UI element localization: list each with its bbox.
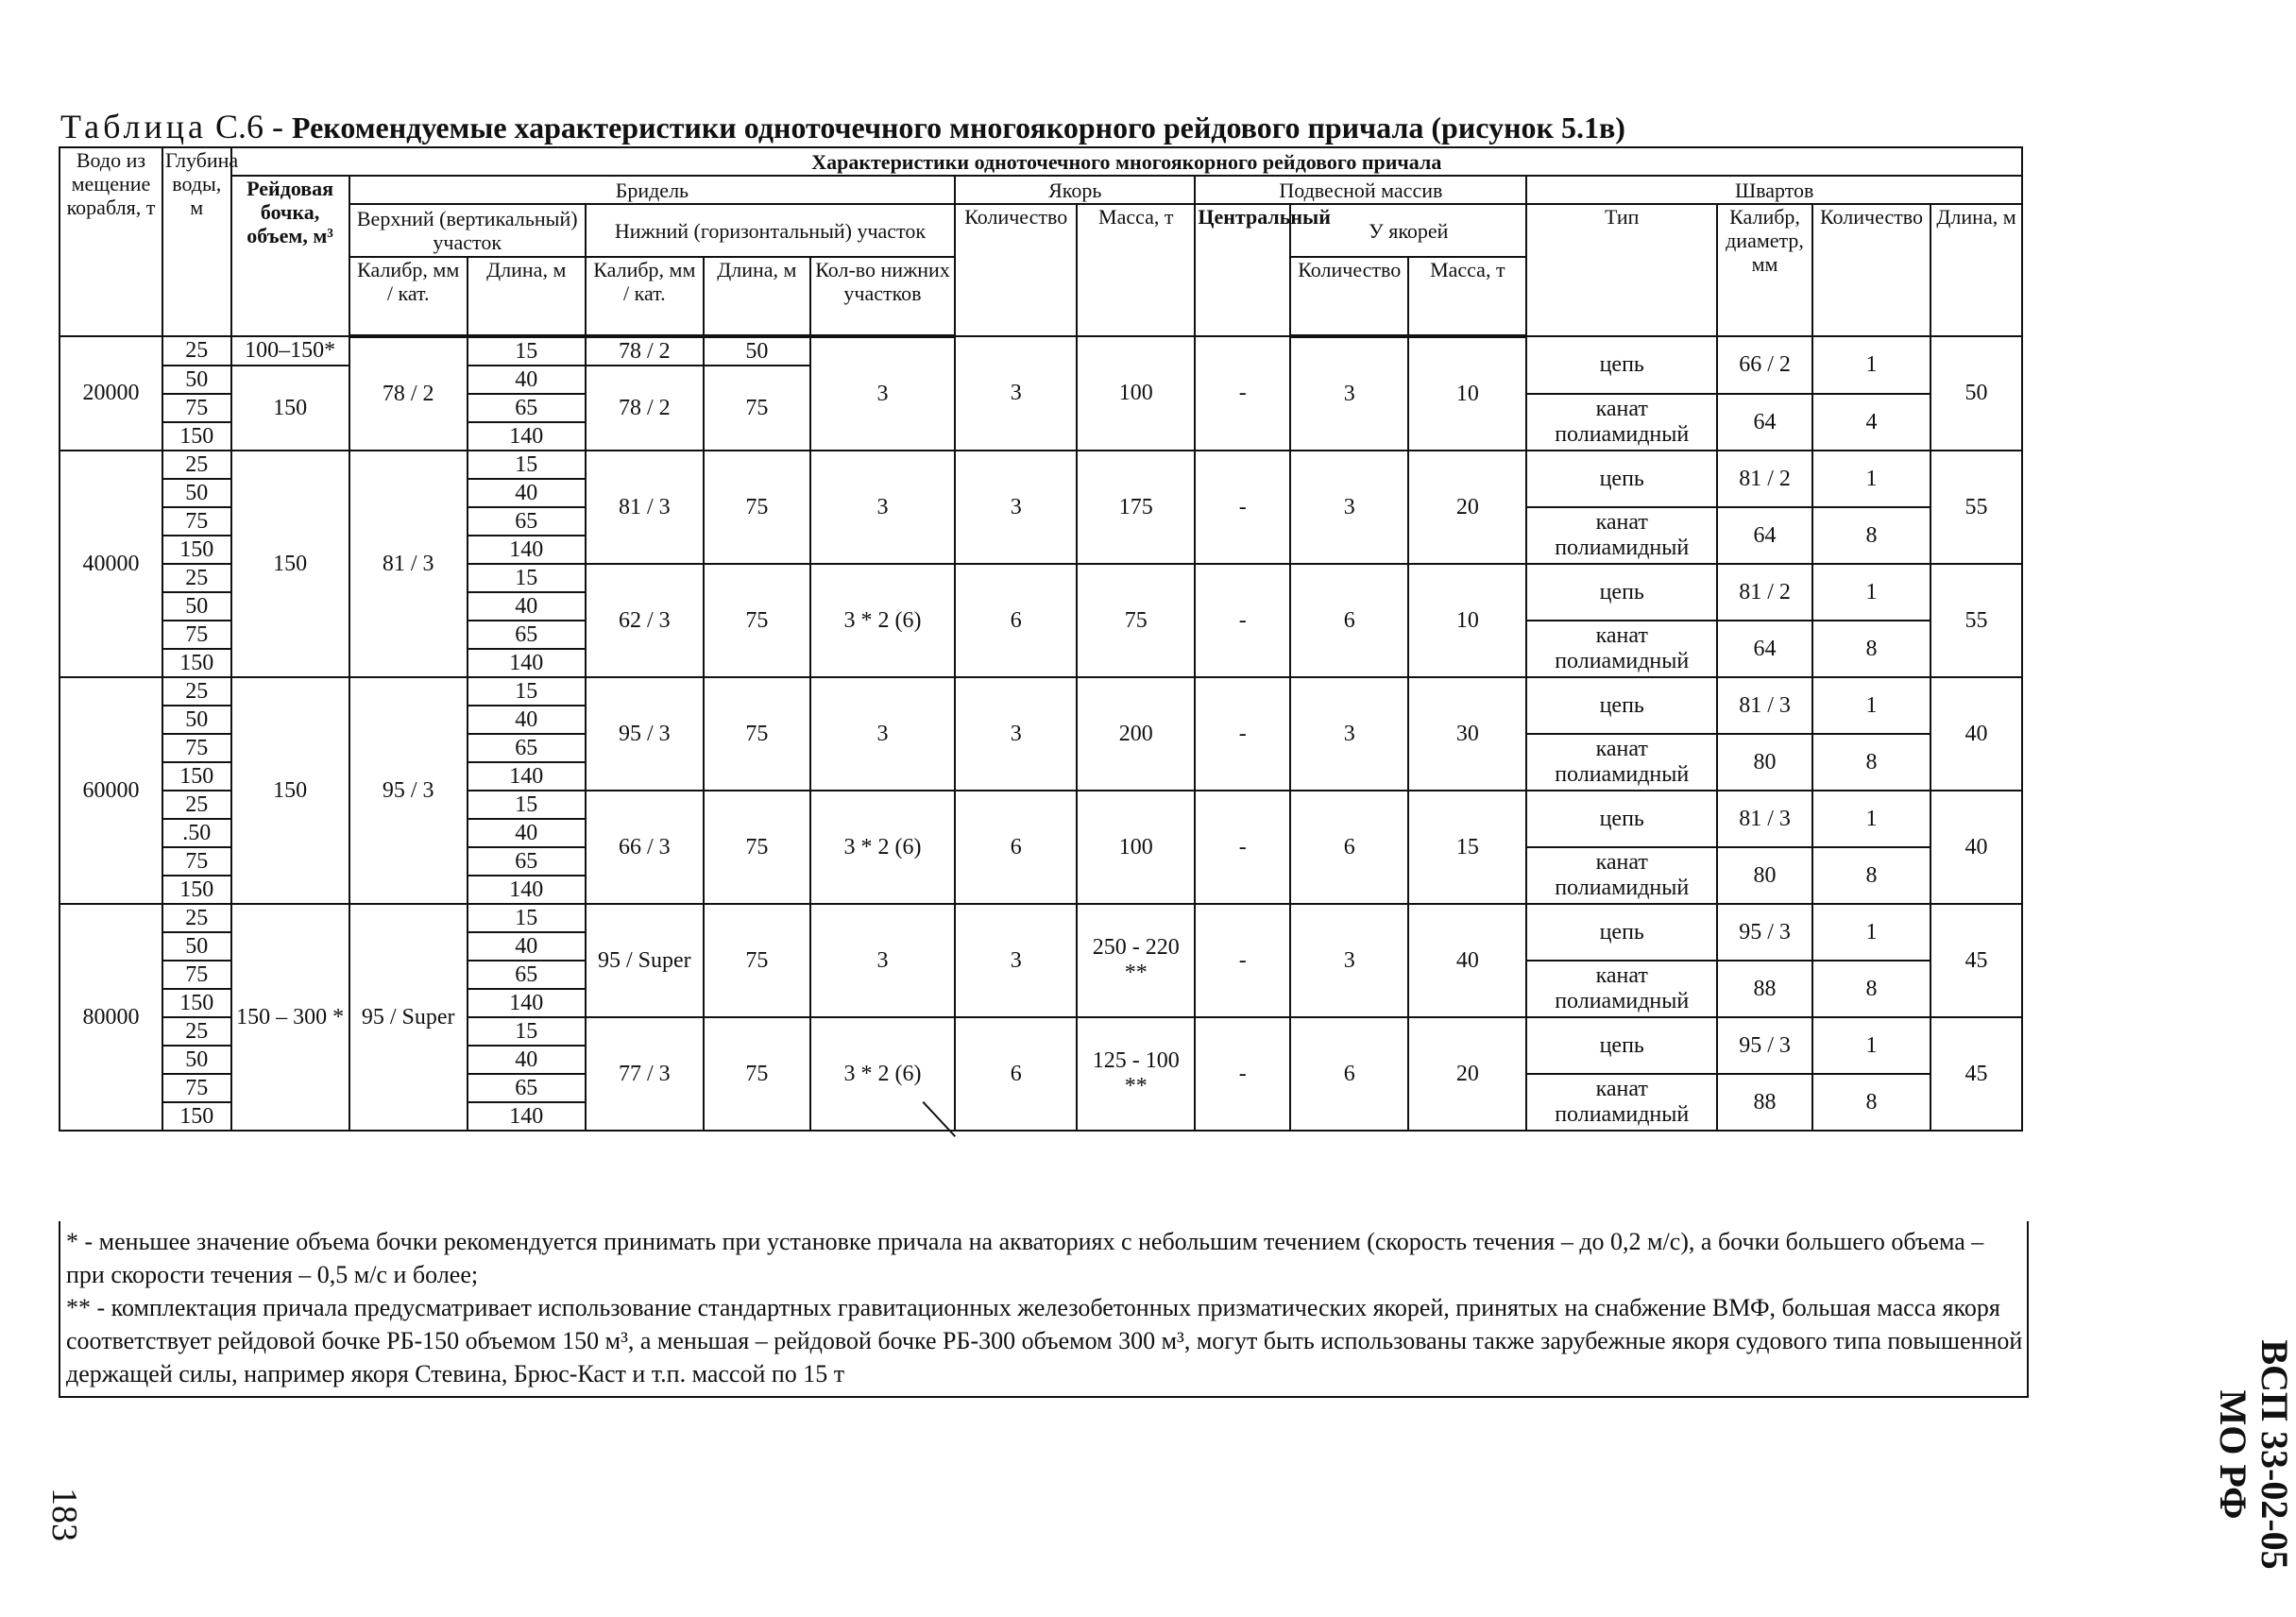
header-anchor-mass: Масса, т xyxy=(1077,204,1195,336)
hawser-caliber-cell: 95 / 3 xyxy=(1717,904,1812,961)
hawser-type-cell: цепь xyxy=(1526,336,1717,394)
upper-length-cell: 15 xyxy=(468,336,586,366)
hawser-type-cell: цепь xyxy=(1526,677,1717,734)
page-number: 183 xyxy=(44,1488,84,1541)
hawser-type-cell: цепь xyxy=(1526,904,1717,961)
depth-cell: 25 xyxy=(162,451,231,479)
hawser-caliber-cell: 64 xyxy=(1717,621,1812,677)
hawser-length-cell: 55 xyxy=(1930,564,2022,677)
footnote-two: ** - комплектация причала предусматривает использование стандартных гравитационных железобетонных призматических якорей, принятых на снабжение ВМФ, большая масса якоря соответствует рейдовой бочке РБ-150 объемом 150 м³, а меньшая – рейдовой бочке РБ-300 объемом 300 м³, могут быть использованы также зарубежные якоря судового типа повышенной держащей силы, например якоря Стевина, Брюс-Каст и т.п. массой по 15 т xyxy=(66,1294,2023,1387)
depth-cell: 50 xyxy=(162,479,231,507)
depth-cell: 50 xyxy=(162,706,231,734)
depth-cell: 75 xyxy=(162,734,231,762)
lower-caliber-cell: 78 / 2 xyxy=(586,336,704,366)
sinker-central-cell: - xyxy=(1195,1017,1290,1131)
depth-cell: 25 xyxy=(162,336,231,366)
buoy-cell: 150 xyxy=(231,366,349,451)
buoy-cell: 150 – 300 * xyxy=(231,904,349,1131)
sinker-central-cell: - xyxy=(1195,904,1290,1017)
lower-count-cell: 3 * 2 (6) xyxy=(810,791,955,904)
lower-caliber-cell: 78 / 2 xyxy=(586,366,704,451)
upper-length-cell: 65 xyxy=(468,394,586,422)
lower-caliber-cell: 95 / Super xyxy=(586,904,704,1017)
hawser-type-cell: цепь xyxy=(1526,451,1717,507)
lower-length-cell: 50 xyxy=(704,336,810,366)
header-lower: Нижний (горизонтальный) участок xyxy=(586,204,955,257)
lower-length-cell: 75 xyxy=(704,564,810,677)
hawser-caliber-cell: 64 xyxy=(1717,394,1812,451)
header-hawser-count: Количество xyxy=(1812,204,1930,336)
lower-count-cell: 3 xyxy=(810,904,955,1017)
sinker-mass-cell: 30 xyxy=(1408,677,1526,791)
lower-length-cell: 75 xyxy=(704,904,810,1017)
lower-caliber-cell: 95 / 3 xyxy=(586,677,704,791)
upper-length-cell: 140 xyxy=(468,762,586,791)
hawser-type-cell: цепь xyxy=(1526,1017,1717,1074)
depth-cell: 25 xyxy=(162,564,231,592)
table-row xyxy=(60,677,2022,706)
upper-length-cell: 140 xyxy=(468,989,586,1017)
hawser-caliber-cell: 80 xyxy=(1717,847,1812,904)
caption-title: Рекомендуемые характеристики одноточечного многоякорного рейдового причала (рисунок 5.1в) xyxy=(291,111,1625,145)
hawser-caliber-cell: 66 / 2 xyxy=(1717,336,1812,394)
anchor-mass-cell: 100 xyxy=(1077,791,1195,904)
hawser-caliber-cell: 81 / 2 xyxy=(1717,451,1812,507)
upper-length-cell: 140 xyxy=(468,422,586,451)
anchor-count-cell: 6 xyxy=(955,791,1077,904)
header-hawser: Швартов xyxy=(1526,176,2022,204)
hawser-length-cell: 50 xyxy=(1930,336,2022,451)
anchor-count-cell: 6 xyxy=(955,1017,1077,1131)
footnote-one: * - меньшее значение объема бочки рекомендуется принимать при установке причала на акваториях с небольшим течением (скорость течения – до 0,2 м/с), а бочки большего объема – при скорости течения – 0,5 м/с и более; xyxy=(66,1228,1984,1288)
upper-length-cell: 140 xyxy=(468,536,586,564)
upper-length-cell: 40 xyxy=(468,819,586,847)
sinker-mass-cell: 20 xyxy=(1408,1017,1526,1131)
sinker-central-cell: - xyxy=(1195,336,1290,451)
anchor-mass-cell: 100 xyxy=(1077,336,1195,451)
upper-length-cell: 65 xyxy=(468,961,586,989)
depth-cell: 150 xyxy=(162,649,231,677)
hawser-count-cell: 8 xyxy=(1812,621,1930,677)
hawser-length-cell: 40 xyxy=(1930,791,2022,904)
lower-length-cell: 75 xyxy=(704,366,810,451)
depth-cell: 25 xyxy=(162,904,231,932)
header-bridle: Бридель xyxy=(349,176,956,204)
hawser-count-cell: 8 xyxy=(1812,507,1930,564)
header-lower-caliber: Калибр, мм / кат. xyxy=(586,257,704,336)
header-hawser-caliber: Калибр, диаметр, мм xyxy=(1717,204,1812,336)
table-row xyxy=(60,904,2022,932)
lower-count-cell: 3 xyxy=(810,677,955,791)
lower-length-cell: 75 xyxy=(704,451,810,564)
upper-length-cell: 40 xyxy=(468,932,586,961)
depth-cell: 50 xyxy=(162,1046,231,1074)
depth-cell: 50 xyxy=(162,592,231,621)
hawser-count-cell: 1 xyxy=(1812,564,1930,621)
header-anchor: Якорь xyxy=(955,176,1195,204)
hawser-caliber-cell: 95 / 3 xyxy=(1717,1017,1812,1074)
upper-length-cell: 140 xyxy=(468,1102,586,1131)
table-body xyxy=(60,336,2022,1131)
header-lower-length: Длина, м xyxy=(704,257,810,336)
upper-length-cell: 15 xyxy=(468,564,586,592)
upper-length-cell: 40 xyxy=(468,479,586,507)
table-caption xyxy=(60,106,2044,148)
hawser-count-cell: 1 xyxy=(1812,791,1930,847)
sinker-central-cell: - xyxy=(1195,564,1290,677)
upper-caliber-cell: 95 / 3 xyxy=(349,677,468,904)
sinker-count-cell: 6 xyxy=(1290,791,1408,904)
sinker-count-cell: 3 xyxy=(1290,677,1408,791)
upper-length-cell: 15 xyxy=(468,791,586,819)
table-row xyxy=(60,336,2022,366)
lower-count-cell: 3 xyxy=(810,336,955,451)
upper-length-cell: 65 xyxy=(468,1074,586,1102)
sinker-mass-cell: 15 xyxy=(1408,791,1526,904)
displacement-cell: 40000 xyxy=(60,451,162,677)
header-upper-length: Длина, м xyxy=(468,257,586,336)
hawser-count-cell: 8 xyxy=(1812,961,1930,1017)
hawser-caliber-cell: 81 / 3 xyxy=(1717,791,1812,847)
lower-caliber-cell: 62 / 3 xyxy=(586,564,704,677)
sinker-count-cell: 6 xyxy=(1290,1017,1408,1131)
displacement-cell: 80000 xyxy=(60,904,162,1131)
hawser-caliber-cell: 64 xyxy=(1717,507,1812,564)
header-lower-count: Кол-во нижних участков xyxy=(810,257,955,336)
hawser-type-cell: канат полиамидный xyxy=(1526,507,1717,564)
buoy-cell: 100–150* xyxy=(231,336,349,366)
header-depth: Глубина воды, м xyxy=(162,147,231,336)
anchor-mass-cell: 200 xyxy=(1077,677,1195,791)
sinker-central-cell: - xyxy=(1195,791,1290,904)
depth-cell: 150 xyxy=(162,536,231,564)
sinker-count-cell: 3 xyxy=(1290,336,1408,451)
hawser-type-cell: цепь xyxy=(1526,564,1717,621)
sinker-mass-cell: 10 xyxy=(1408,564,1526,677)
table-header xyxy=(60,147,2022,336)
table-row xyxy=(60,451,2022,479)
lower-caliber-cell: 81 / 3 xyxy=(586,451,704,564)
anchor-mass-cell: 175 xyxy=(1077,451,1195,564)
hawser-caliber-cell: 81 / 3 xyxy=(1717,677,1812,734)
upper-length-cell: 65 xyxy=(468,507,586,536)
hawser-count-cell: 8 xyxy=(1812,734,1930,791)
hawser-count-cell: 8 xyxy=(1812,847,1930,904)
upper-length-cell: 65 xyxy=(468,621,586,649)
upper-length-cell: 140 xyxy=(468,649,586,677)
hawser-count-cell: 1 xyxy=(1812,904,1930,961)
header-hawser-type: Тип xyxy=(1526,204,1717,336)
sinker-mass-cell: 40 xyxy=(1408,904,1526,1017)
lower-caliber-cell: 77 / 3 xyxy=(586,1017,704,1131)
header-sinker-count: Количество xyxy=(1290,257,1408,336)
buoy-cell: 150 xyxy=(231,677,349,904)
header-sinker-at-anchors: У якорей xyxy=(1290,204,1526,257)
lower-length-cell: 75 xyxy=(704,1017,810,1131)
anchor-count-cell: 6 xyxy=(955,564,1077,677)
depth-cell: 25 xyxy=(162,1017,231,1046)
upper-length-cell: 15 xyxy=(468,677,586,706)
lower-count-cell: 3 xyxy=(810,451,955,564)
lower-length-cell: 75 xyxy=(704,677,810,791)
displacement-cell: 60000 xyxy=(60,677,162,904)
hawser-caliber-cell: 88 xyxy=(1717,1074,1812,1131)
hawser-type-cell: канат полиамидный xyxy=(1526,394,1717,451)
anchor-count-cell: 3 xyxy=(955,336,1077,451)
hawser-type-cell: канат полиамидный xyxy=(1526,621,1717,677)
hawser-length-cell: 45 xyxy=(1930,1017,2022,1131)
depth-cell: 150 xyxy=(162,422,231,451)
header-upper-caliber: Калибр, мм / кат. xyxy=(349,257,468,336)
depth-cell: .50 xyxy=(162,819,231,847)
depth-cell: 150 xyxy=(162,876,231,904)
hawser-caliber-cell: 80 xyxy=(1717,734,1812,791)
hawser-type-cell: канат полиамидный xyxy=(1526,847,1717,904)
footnotes xyxy=(59,1221,2029,1398)
depth-cell: 75 xyxy=(162,1074,231,1102)
header-hawser-length: Длина, м xyxy=(1930,204,2022,336)
hawser-length-cell: 40 xyxy=(1930,677,2022,791)
header-group: Характеристики одноточечного многоякорного рейдового причала xyxy=(231,147,2022,176)
hawser-type-cell: цепь xyxy=(1526,791,1717,847)
depth-cell: 75 xyxy=(162,847,231,876)
upper-length-cell: 65 xyxy=(468,847,586,876)
header-buoy: Рейдовая бочка, объем, м³ xyxy=(231,176,349,336)
hawser-caliber-cell: 81 / 2 xyxy=(1717,564,1812,621)
depth-cell: 75 xyxy=(162,621,231,649)
upper-caliber-cell: 81 / 3 xyxy=(349,451,468,677)
header-upper: Верхний (вертикальный) участок xyxy=(349,204,586,257)
upper-length-cell: 15 xyxy=(468,1017,586,1046)
anchor-mass-cell: 125 - 100 ** xyxy=(1077,1017,1195,1131)
upper-length-cell: 140 xyxy=(468,876,586,904)
sinker-mass-cell: 20 xyxy=(1408,451,1526,564)
hawser-type-cell: канат полиамидный xyxy=(1526,734,1717,791)
sinker-count-cell: 6 xyxy=(1290,564,1408,677)
lower-count-cell: 3 * 2 (6) xyxy=(810,564,955,677)
header-displacement: Водо из мещение корабля, т xyxy=(60,147,162,336)
caption-label: Таблица xyxy=(60,108,207,145)
header-anchor-count: Количество xyxy=(955,204,1077,336)
hawser-type-cell: канат полиамидный xyxy=(1526,1074,1717,1131)
upper-length-cell: 40 xyxy=(468,366,586,394)
displacement-cell: 20000 xyxy=(60,336,162,451)
anchor-count-cell: 3 xyxy=(955,677,1077,791)
upper-caliber-cell: 95 / Super xyxy=(349,904,468,1131)
depth-cell: 75 xyxy=(162,394,231,422)
hawser-count-cell: 1 xyxy=(1812,677,1930,734)
hawser-length-cell: 55 xyxy=(1930,451,2022,564)
hawser-count-cell: 4 xyxy=(1812,394,1930,451)
depth-cell: 75 xyxy=(162,961,231,989)
mooring-characteristics-table xyxy=(59,146,2023,1132)
sinker-mass-cell: 10 xyxy=(1408,336,1526,451)
buoy-cell: 150 xyxy=(231,451,349,677)
anchor-mass-cell: 250 - 220 ** xyxy=(1077,904,1195,1017)
lower-length-cell: 75 xyxy=(704,791,810,904)
sinker-central-cell: - xyxy=(1195,451,1290,564)
depth-cell: 150 xyxy=(162,1102,231,1131)
hawser-count-cell: 1 xyxy=(1812,451,1930,507)
depth-cell: 75 xyxy=(162,507,231,536)
depth-cell: 150 xyxy=(162,762,231,791)
sinker-central-cell: - xyxy=(1195,677,1290,791)
depth-cell: 25 xyxy=(162,677,231,706)
header-sinker-central: Центральный xyxy=(1195,204,1290,336)
depth-cell: 50 xyxy=(162,366,231,394)
caption-number: С.6 - xyxy=(214,108,283,145)
hawser-count-cell: 1 xyxy=(1812,336,1930,394)
anchor-count-cell: 3 xyxy=(955,904,1077,1017)
header-sinker-mass: Масса, т xyxy=(1408,257,1526,336)
upper-caliber-cell: 78 / 2 xyxy=(349,336,468,451)
hawser-count-cell: 8 xyxy=(1812,1074,1930,1131)
hawser-count-cell: 1 xyxy=(1812,1017,1930,1074)
sinker-count-cell: 3 xyxy=(1290,904,1408,1017)
sinker-count-cell: 3 xyxy=(1290,451,1408,564)
depth-cell: 25 xyxy=(162,791,231,819)
lower-caliber-cell: 66 / 3 xyxy=(586,791,704,904)
header-sinker: Подвесной массив xyxy=(1195,176,1526,204)
anchor-count-cell: 3 xyxy=(955,451,1077,564)
upper-length-cell: 15 xyxy=(468,451,586,479)
depth-cell: 50 xyxy=(162,932,231,961)
upper-length-cell: 40 xyxy=(468,592,586,621)
upper-length-cell: 65 xyxy=(468,734,586,762)
document-code xyxy=(2153,1303,2295,1606)
document-code-line1: ВСП 33-02-05 xyxy=(2253,1339,2296,1570)
depth-cell: 150 xyxy=(162,989,231,1017)
lower-count-cell: 3 * 2 (6) xyxy=(810,1017,955,1131)
document-code-line2: МО РФ xyxy=(2212,1389,2254,1520)
upper-length-cell: 40 xyxy=(468,706,586,734)
upper-length-cell: 40 xyxy=(468,1046,586,1074)
anchor-mass-cell: 75 xyxy=(1077,564,1195,677)
hawser-caliber-cell: 88 xyxy=(1717,961,1812,1017)
upper-length-cell: 15 xyxy=(468,904,586,932)
hawser-length-cell: 45 xyxy=(1930,904,2022,1017)
hawser-type-cell: канат полиамидный xyxy=(1526,961,1717,1017)
